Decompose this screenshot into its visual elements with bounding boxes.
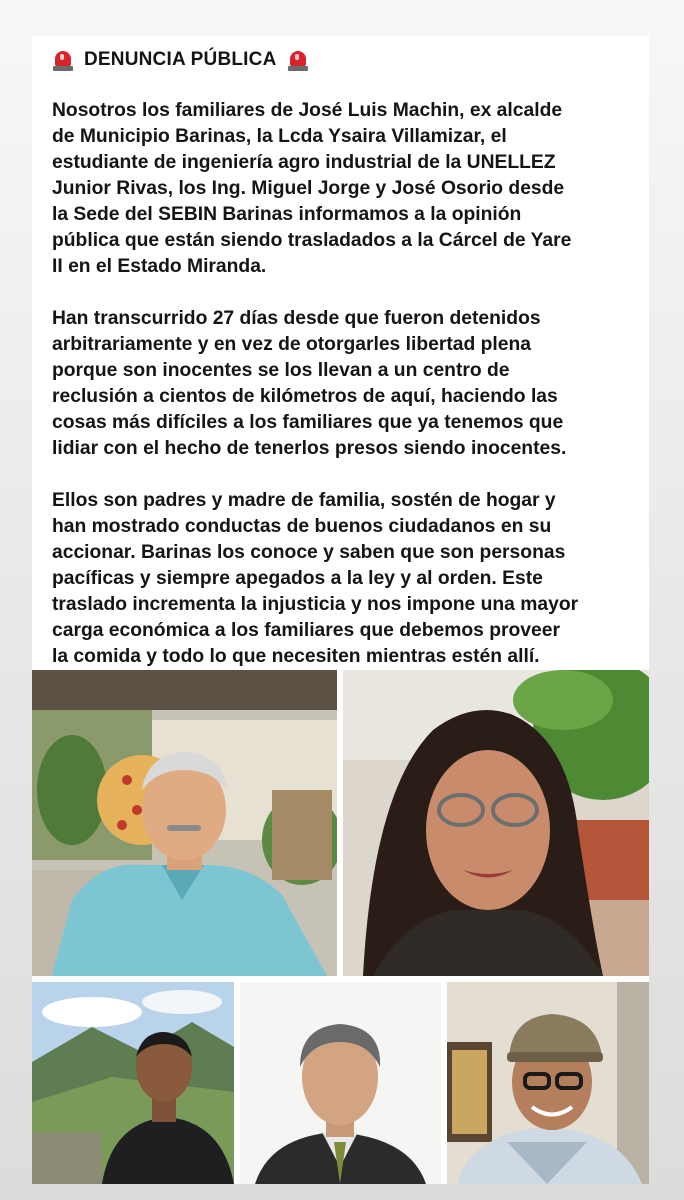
heading-text: DENUNCIA PÚBLICA bbox=[84, 49, 277, 70]
photo-jose-luis-machin bbox=[32, 670, 337, 976]
photo-ysaira-villamizar bbox=[343, 670, 649, 976]
post-heading bbox=[52, 48, 309, 72]
photo-junior-rivas bbox=[32, 982, 234, 1184]
photo-jose-osorio bbox=[447, 982, 649, 1184]
siren-icon bbox=[52, 48, 74, 72]
photo-miguel-jorge bbox=[240, 982, 441, 1184]
paragraph-3: Ellos son padres y madre de familia, sostén de hogar y han mostrado conductas de buenos ciudadanos en su accionar. Barinas los conoce y saben que son personas pacíficas y siempre apegados a la ley y al orden. Este traslado incrementa la injusticia y nos impone una mayor carga económica a los familiares que debemos proveer la comida y todo lo que necesiten mientras estén allí. bbox=[52, 490, 579, 667]
paragraph-1: Nosotros los familiares de José Luis Machin, ex alcalde de Municipio Barinas, la Lcda Ysaira Villamizar, el estudiante de ingeniería agro industrial de la UNELLEZ Junior Rivas, los Ing. Miguel Jorge y José Osorio desde la Sede del SEBIN Barinas informamos a la opinión pública que están siendo trasladados a la Cárcel de Yare II en el Estado Miranda. bbox=[52, 100, 572, 277]
siren-icon bbox=[287, 48, 309, 72]
paragraph-2: Han transcurrido 27 días desde que fueron detenidos arbitrariamente y en vez de otorgarles libertad plena porque son inocentes se los llevan a un centro de reclusión a cientos de kilómetros de aquí, haciendo las cosas más difíciles a los familiares que ya tenemos que lidiar con el hecho de tenerlos presos siendo inocentes. bbox=[52, 308, 567, 459]
post-card bbox=[32, 36, 649, 1184]
post-body bbox=[52, 98, 642, 696]
